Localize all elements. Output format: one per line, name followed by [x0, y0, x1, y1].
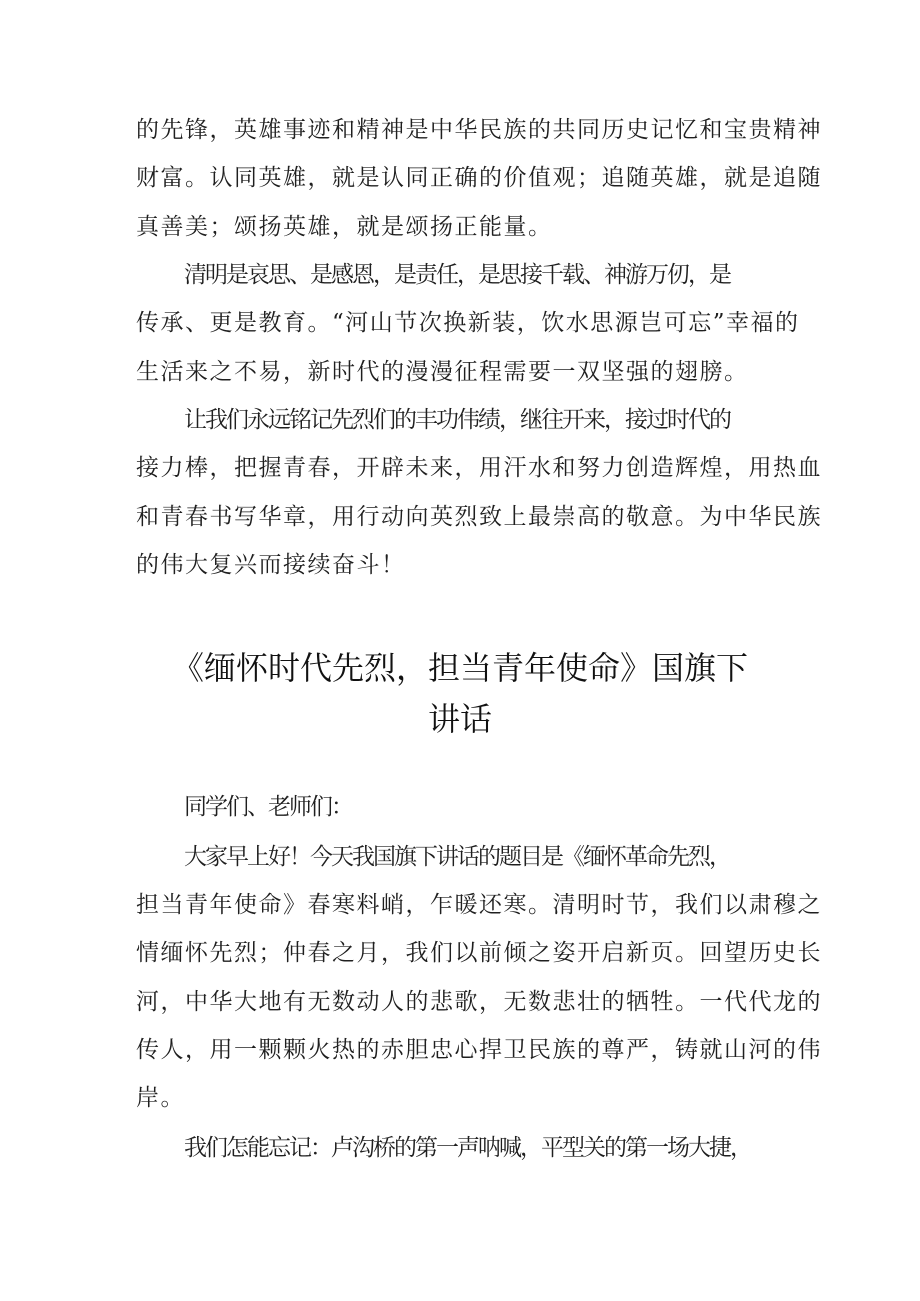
speech-title-continued: 讲话 — [427, 700, 492, 738]
paragraph-line: 的伟大复兴而接续奋斗！ — [136, 552, 406, 578]
paragraph-line: 我们怎能忘记：卢沟桥的第一声呐喊，平型关的第一场大捷， — [184, 1135, 751, 1161]
paragraph-line: 大家早上好！今天我国旗下讲话的题目是《缅怀革命先烈， — [184, 844, 730, 870]
paragraph-line: 情缅怀先烈；仲春之月，我们以前倾之姿开启新页。回望历史长 — [136, 940, 822, 966]
paragraph-line: 真善美；颂扬英雄，就是颂扬正能量。 — [136, 214, 553, 240]
speech-title: 《缅怀时代先烈，担当青年使命》国旗下 — [171, 649, 748, 687]
salutation: 同学们、老师们： — [184, 794, 352, 820]
paragraph-line: 和青春书写华章，用行动向英烈致上最崇高的敬意。为中华民族 — [136, 504, 822, 530]
paragraph-line: 接力棒，把握青春，开辟未来，用汗水和努力创造辉煌，用热血 — [136, 455, 822, 481]
paragraph-line: 河，中华大地有无数动人的悲歌，无数悲壮的牺牲。一代代龙的 — [136, 989, 822, 1015]
paragraph-line: 岸。 — [136, 1085, 185, 1111]
paragraph-line: 传承、更是教育。“河山节次换新装，饮水思源岂可忘”幸福的 — [136, 310, 800, 336]
paragraph-line: 财富。认同英雄，就是认同正确的价值观；追随英雄，就是追随 — [136, 165, 822, 191]
paragraph-line: 传人，用一颗颗火热的赤胆忠心捍卫民族的尊严，铸就山河的伟 — [136, 1037, 822, 1063]
paragraph-line: 的先锋，英雄事迹和精神是中华民族的共同历史记忆和宝贵精神 — [136, 117, 822, 143]
paragraph-line: 担当青年使命》春寒料峭，乍暖还寒。清明时节，我们以肃穆之 — [136, 892, 822, 918]
paragraph-line: 生活来之不易，新时代的漫漫征程需要一双坚强的翅膀。 — [136, 359, 749, 385]
paragraph-line: 让我们永远铭记先烈们的丰功伟绩，继往开来，接过时代的 — [184, 407, 730, 433]
paragraph-line: 清明是哀思、是感恩，是责任，是思接千载、神游万仞，是 — [184, 262, 730, 288]
